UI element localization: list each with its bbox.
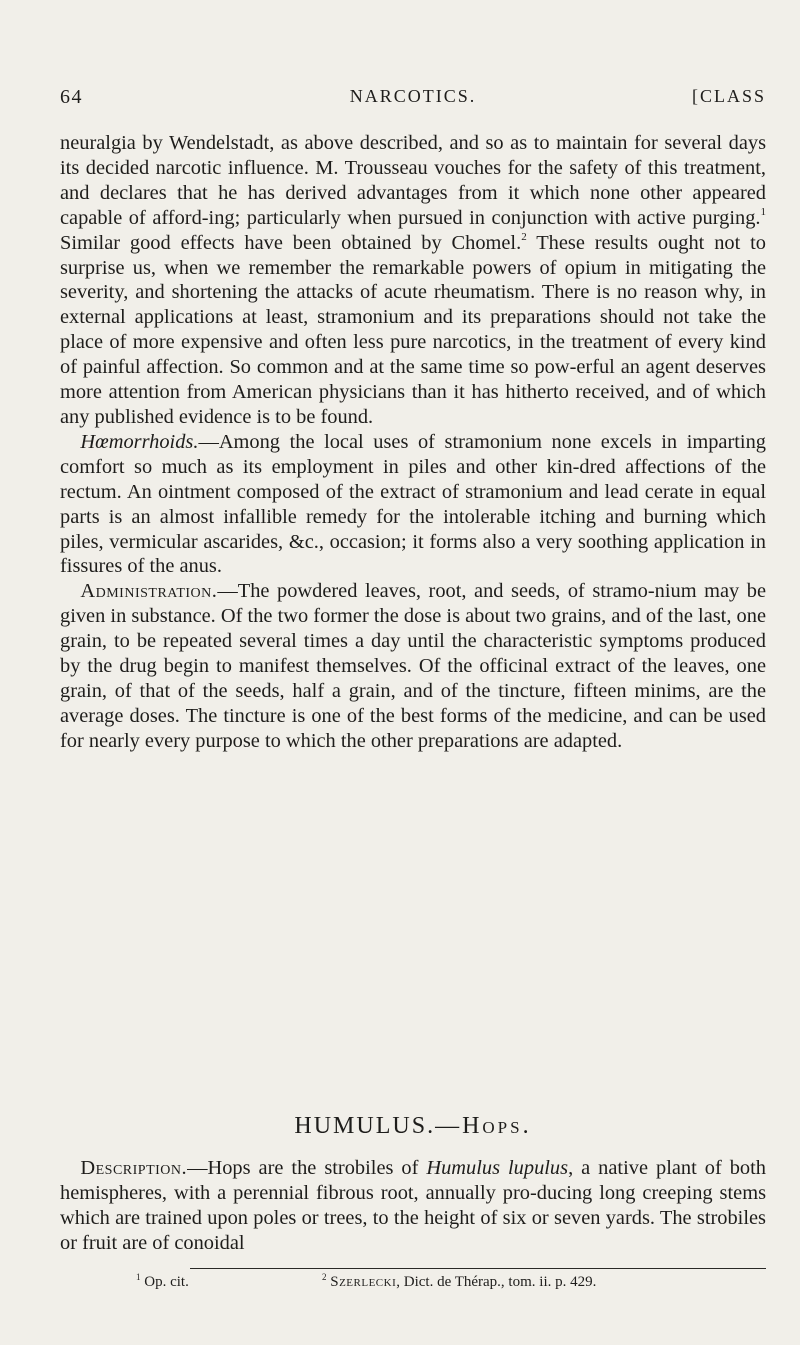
paragraph-text: Similar good effects have been obtained by Chomel. bbox=[60, 231, 522, 254]
paragraph-opium-stramonium bbox=[60, 131, 766, 430]
paragraph-text: , a native plant of both hemispheres, with a perennial fibrous root, annually pro-ducing long creeping stems which are trained upon poles or trees, to the height of six or seven yards. The strobiles or fruit are of conoidal bbox=[60, 1157, 766, 1254]
paragraph-text: neuralgia by Wendelstadt, as above described, and so as to maintain for several days its decided narcotic influence. M. Trousseau vouches for the safety of this treatment, and declares that he has derived advantages from it which none other appeared capable of afford-ing; particularly when pursued in conjunction with active purging. bbox=[60, 132, 766, 229]
paragraph-heading: Administration. bbox=[80, 580, 218, 603]
footnote-ref: 1 bbox=[760, 205, 766, 218]
footnote-divider bbox=[190, 1268, 766, 1269]
running-title: NARCOTICS. bbox=[349, 86, 477, 106]
section-title-main: HUMULUS. bbox=[294, 1113, 436, 1139]
paragraph-description bbox=[60, 1156, 766, 1256]
species-name: Humulus lupulus bbox=[426, 1157, 569, 1179]
paragraph-text: These results ought not to surprise us, when we remember the remarkable powers of opium in mitigating the severity, and shortening the attacks of acute rheumatism. There is no reason why, in external applications at least, stramonium and its preparations should not take the place of more expensive and often less pure narcotics, in the treatment of every kind of painful affection. So common and at the same time so pow-erful an agent deserves more attention from American physicians than it has hitherto received, and of which any published evidence is to be found. bbox=[60, 231, 766, 428]
paragraph-haemorrhoids bbox=[60, 430, 766, 579]
footnote-text: , Dict. de Thérap., tom. ii. p. 429. bbox=[396, 1274, 597, 1290]
class-label: [CLASS bbox=[691, 86, 766, 106]
paragraph-text: —Hops are the strobiles of bbox=[187, 1157, 427, 1179]
description-section bbox=[60, 1156, 766, 1256]
page-number: 64 bbox=[60, 86, 83, 108]
footnote-1 bbox=[136, 1274, 189, 1291]
footnote-mark: 1 bbox=[136, 1272, 141, 1282]
footnote-ref: 2 bbox=[521, 230, 527, 243]
footnote-text: Op. cit. bbox=[140, 1274, 189, 1290]
paragraph-text: —Among the local uses of stramonium none excels in imparting comfort so much as its employment in piles and other kin-dred affections of the rectum. An ointment composed of the extract of stramonium and lead cerate in equal parts is an almost infallible remedy for the intolerable itching and burning which piles, vermicular ascarides, &c., occasion; it forms also a very soothing application in fissures of the anus. bbox=[60, 430, 766, 578]
paragraph-heading: Description. bbox=[80, 1157, 188, 1179]
section-heading bbox=[60, 1113, 766, 1140]
running-header bbox=[60, 86, 766, 116]
footnote-2 bbox=[322, 1274, 596, 1291]
paragraph-text: —The powdered leaves, root, and seeds, of stramo-nium may be given in substance. Of the two former the dose is about two grains, and of the last, one grain, to be repeated several times a day until the characteristic symptoms produced by the drug begin to manifest themselves. Of the officinal extract of the leaves, one grain, of that of the seeds, half a grain, and of the tincture, fifteen minims, are the average doses. The tincture is one of the best forms of the medicine, and can be used for nearly every purpose to which the other preparations are adapted. bbox=[60, 580, 766, 752]
main-text bbox=[60, 131, 766, 754]
footnote-author: Szerlecki bbox=[330, 1274, 397, 1290]
paragraph-administration bbox=[60, 579, 766, 753]
paragraph-heading: Hœmorrhoids. bbox=[80, 430, 199, 453]
footnote-mark: 2 bbox=[322, 1272, 327, 1282]
section-title-sub: —Hops. bbox=[435, 1113, 532, 1139]
